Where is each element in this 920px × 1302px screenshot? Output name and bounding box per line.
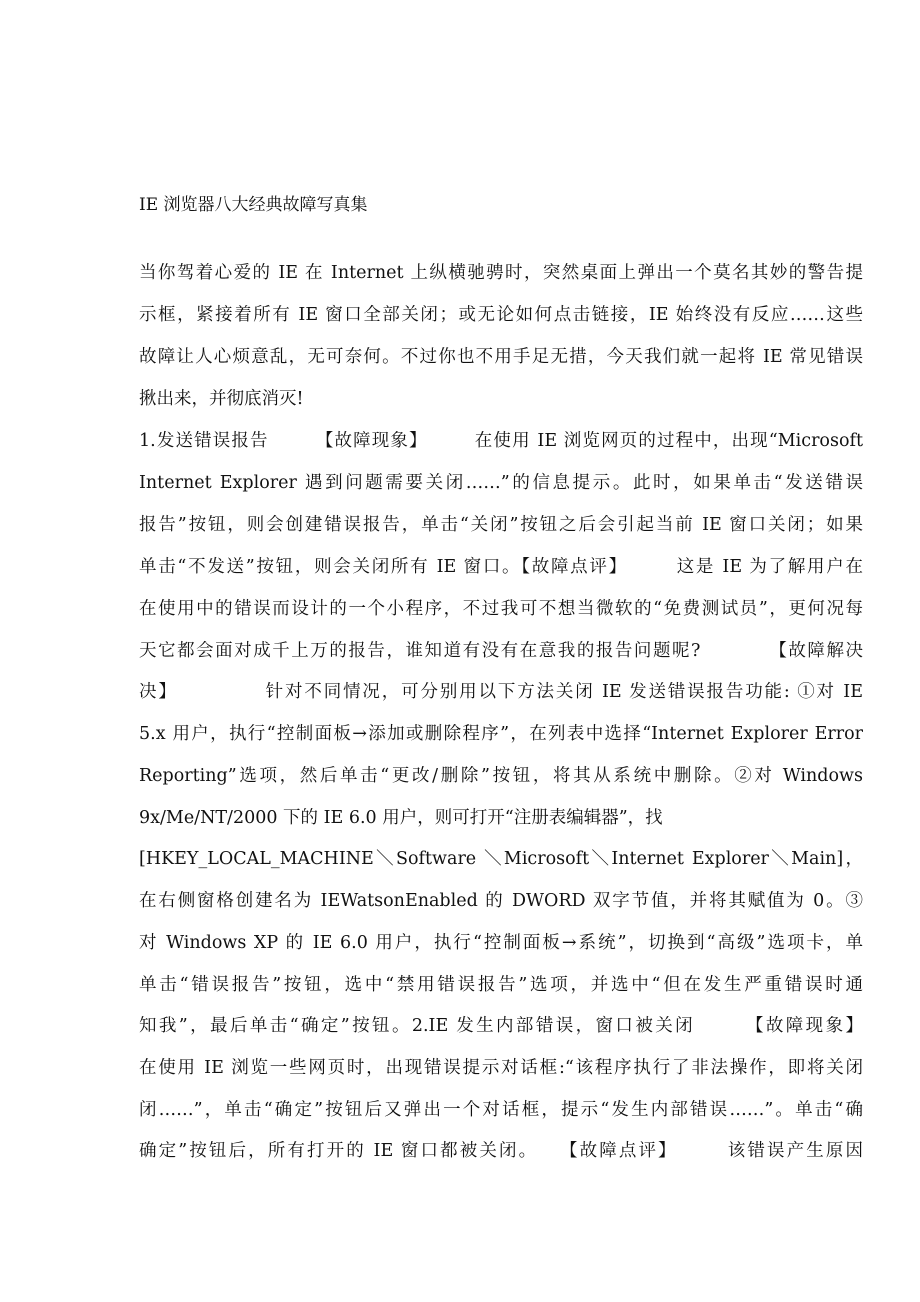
body-text-line: Internet Explorer 遇到问题需要关闭……”的信息提示。此时，如果单击“发送错误 [139,473,863,493]
document-title: IE 浏览器八大经典故障写真集 [139,195,368,215]
body-text-line: 天它都会面对成千上万的报告，谁知道有没有在意我的报告问题呢? 【故障解决 [139,641,863,661]
body-text-line: 对 Windows XP 的 IE 6.0 用户，执行“控制面板→系统”，切换到“高级”选项卡，单 [139,933,863,953]
body-text-line: 1.发送错误报告 【故障现象】 在使用 IE 浏览网页的过程中，出现“Microsoft [139,431,863,451]
body-text-line: 单击“不发送”按钮，则会关闭所有 IE 窗口。【故障点评】 这是 IE 为了解用户在 [139,557,863,577]
body-text-line: 示框，紧接着所有 IE 窗口全部关闭；或无论如何点击链接，IE 始终没有反应……这些 [139,305,863,325]
body-text-line: [HKEY_LOCAL_MACHINE＼Software ＼Microsoft＼Internet Explorer＼Main]， [139,849,863,869]
body-text-line: 决】 针对不同情况，可分别用以下方法关闭 IE 发送错误报告功能: ①对 IE [139,682,863,702]
body-text-line: 5.x 用户，执行“控制面板→添加或删除程序”，在列表中选择“Internet Explorer Error [139,724,863,744]
body-text-line: 当你驾着心爱的 IE 在 Internet 上纵横驰骋时，突然桌面上弹出一个莫名其妙的警告提 [139,263,863,283]
body-text-line: 揪出来，并彻底消灭! [139,389,304,409]
body-text-line: 确定”按钮后，所有打开的 IE 窗口都被关闭。 【故障点评】 该错误产生原因 [139,1141,863,1161]
body-text-line: 闭……”，单击“确定”按钮后又弹出一个对话框，提示“发生内部错误……”。单击“确 [139,1100,863,1120]
body-text-line: 知我”，最后单击“确定”按钮。2.IE 发生内部错误，窗口被关闭 【故障现象】 [139,1016,863,1036]
body-text-line: 在右侧窗格创建名为 IEWatsonEnabled 的 DWORD 双字节值，并将其赋值为 0。③ [139,891,863,911]
body-text-line: 在使用 IE 浏览一些网页时，出现错误提示对话框:“该程序执行了非法操作，即将关闭 [139,1058,863,1078]
body-text-line: Reporting”选项，然后单击“更改/删除”按钮，将其从系统中删除。②对 Windows [139,766,863,786]
body-text-line: 在使用中的错误而设计的一个小程序，不过我可不想当微软的“免费测试员”，更何况每 [139,599,863,619]
body-text-line: 9x/Me/NT/2000 下的 IE 6.0 用户，则可打开“注册表编辑器”，找 [139,808,663,828]
body-text-line: 故障让人心烦意乱，无可奈何。不过你也不用手足无措，今天我们就一起将 IE 常见错误 [139,347,863,367]
body-text-line: 单击“错误报告”按钮，选中“禁用错误报告”选项，并选中“但在发生严重错误时通 [139,975,863,995]
body-text-line: 报告”按钮，则会创建错误报告，单击“关闭”按钮之后会引起当前 IE 窗口关闭；如果 [139,515,863,535]
